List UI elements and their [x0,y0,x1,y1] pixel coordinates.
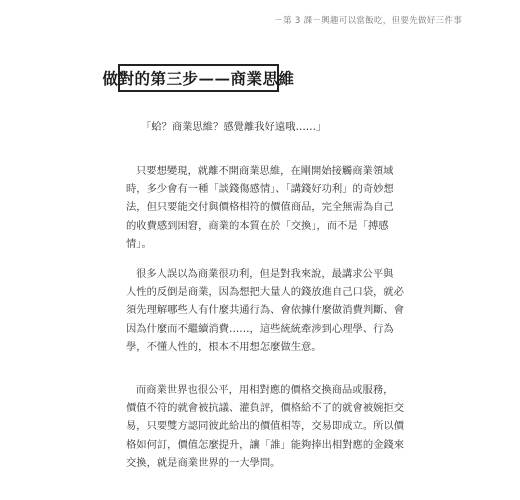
paragraph-line: 只要想變現，就離不開商業思維，在剛開始接觸商業領域 [136,165,394,177]
paragraph-3 [126,381,406,472]
quote-line: 「蛤？商業思維？感覺離我好遠哦……」 [141,121,327,133]
section-title-box [102,64,295,92]
paragraph-line: 的收費感到困窘，商業的本質在於「交換」，而不是「搏感 [126,219,389,232]
paragraph-line: 人性的反倒是商業，因為想把大量人的錢放進自己口袋，就必 [126,286,405,299]
paragraph-line: 學，不懂人性的，根本不用想怎麼做生意。 [126,340,322,353]
paragraph-line: 法，但只要能交付與價格相符的價值商品，完全無需為自己 [126,201,394,214]
paragraph-line: 情」。 [126,237,152,250]
paragraph-line: 易，只要雙方認同彼此給出的價值相等，交易即成立。所以價 [126,420,405,433]
paragraph-line: 價值不符的就會被抗議、灌負評，價格給不了的就會被婉拒交 [126,402,405,415]
paragraph-2 [126,265,406,356]
paragraph-1 [126,162,406,253]
opening-quote [141,118,421,136]
paragraph-line: 交換，就是商業世界的一大學問。 [126,456,281,469]
paragraph-line: 時，多少會有一種「談錢傷感情」、「講錢好功利」的奇妙想 [126,183,394,196]
paragraph-line: 格如何訂，價值怎麼提升，讓「誰」能夠捧出相對應的金錢來 [126,438,405,451]
paragraph-line: 須先理解哪些人有什麼共通行為、會依據什麼做消費判斷、會 [126,304,405,317]
paragraph-line: 因為什麼而不繼續消費……，這些統統牽涉到心理學、行為 [126,322,394,335]
running-header: －第 3 課－興趣可以當飯吃，但要先做好三件事 [274,16,462,26]
section-title: 做對的第三步——商業思維 [102,69,295,88]
paragraph-line: 很多人誤以為商業很功利，但是對我來說，最講求公平與 [136,268,394,280]
paragraph-line: 而商業世界也很公平，用相對應的價格交換商品或服務， [136,384,394,396]
